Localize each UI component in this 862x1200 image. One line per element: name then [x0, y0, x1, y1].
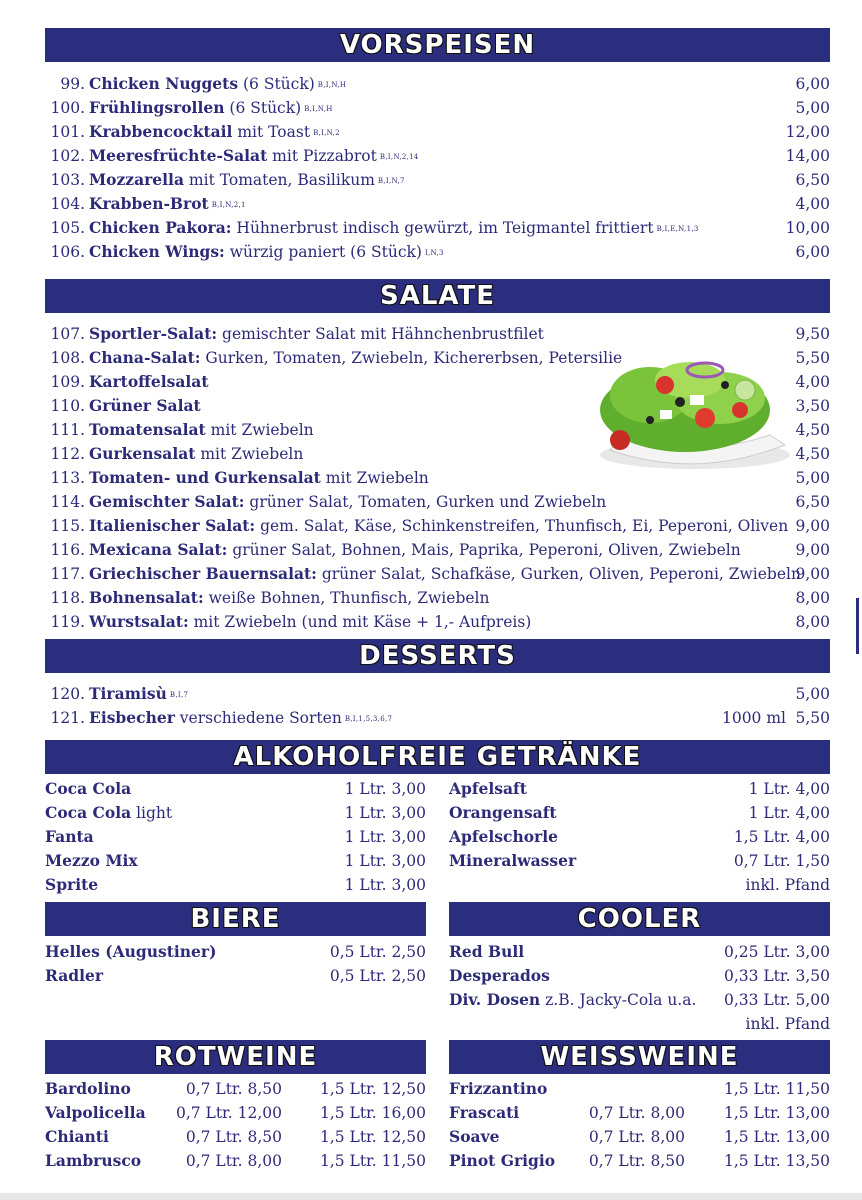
- section-header-vorspeisen: [45, 28, 830, 62]
- drink-size-price: 0,5 Ltr. 2,50: [329, 967, 426, 985]
- drink-size-price: 0,33 Ltr. 3,50: [723, 967, 830, 985]
- item-allergens: B,I,1,5,3,6,7: [344, 715, 393, 723]
- drink-size-price: 1 Ltr. 4,00: [748, 780, 830, 798]
- drink-size-price: 1 Ltr. 4,00: [748, 804, 830, 822]
- item-description: (6 Stück): [238, 75, 315, 93]
- wine-large-bottle: 1,5 Ltr. 12,50: [319, 1128, 426, 1146]
- wine-item: [449, 1077, 830, 1101]
- drink-name: Helles (Augustiner): [45, 942, 217, 961]
- item-number: 103.: [50, 171, 85, 189]
- item-price: 4,00: [795, 373, 830, 391]
- item-number: 110.: [50, 397, 85, 415]
- item-number: 105.: [50, 219, 85, 237]
- section-title: VORSPEISEN: [339, 30, 536, 60]
- item-name: Mexicana Salat:: [89, 540, 228, 559]
- item-allergens: B,I,7: [169, 691, 189, 699]
- section-title: COOLER: [577, 904, 702, 934]
- item-number: 104.: [50, 195, 85, 213]
- drink-item: [45, 964, 426, 988]
- item-description: verschiedene Sorten: [174, 709, 342, 727]
- item-allergens: B,I,N,7: [377, 177, 405, 185]
- drink-item: [45, 777, 426, 801]
- wine-large-bottle: 1,5 Ltr. 16,00: [319, 1104, 426, 1122]
- wine-small-bottle: 0,7 Ltr. 8,00: [588, 1128, 685, 1146]
- item-name: Italienischer Salat:: [89, 516, 256, 535]
- item-name: Griechischer Bauernsalat:: [89, 564, 317, 583]
- item-price: 6,50: [795, 171, 830, 189]
- menu-item: [45, 610, 830, 634]
- item-number: 108.: [50, 349, 85, 367]
- menu-item: [45, 96, 830, 120]
- item-name: Chicken Pakora:: [89, 218, 232, 237]
- wine-large-bottle: 1,5 Ltr. 12,50: [319, 1080, 426, 1098]
- drink-extra: light: [131, 804, 173, 822]
- item-number: 115.: [50, 517, 85, 535]
- item-number: 113.: [50, 469, 85, 487]
- wine-item: [45, 1149, 426, 1173]
- wine-large-bottle: 1,5 Ltr. 11,50: [723, 1080, 830, 1098]
- item-allergens: B,I,N,2,14: [379, 153, 419, 161]
- item-number: 109.: [50, 373, 85, 391]
- item-price: 8,00: [795, 589, 830, 607]
- drink-size-price: 0,7 Ltr. 1,50: [733, 852, 830, 870]
- item-price: 6,00: [795, 75, 830, 93]
- wine-item: [449, 1149, 830, 1173]
- item-description: grüner Salat, Tomaten, Gurken und Zwiebeln: [244, 493, 607, 511]
- item-description: Gurken, Tomaten, Zwiebeln, Kichererbsen, Petersilie: [200, 349, 623, 367]
- wine-large-bottle: 1,5 Ltr. 13,00: [723, 1128, 830, 1146]
- item-price: 6,50: [795, 493, 830, 511]
- section-title: SALATE: [379, 281, 495, 311]
- item-number: 121.: [50, 709, 85, 727]
- section-title: BIERE: [190, 904, 281, 934]
- drink-item: [449, 940, 830, 964]
- drink-name: Coca Cola: [45, 803, 132, 822]
- drink-size-price: 1 Ltr. 3,00: [344, 852, 426, 870]
- section-title: ROTWEINE: [153, 1042, 318, 1072]
- wine-name: Frascati: [449, 1103, 520, 1122]
- item-description: weiße Bohnen, Thunfisch, Zwiebeln: [203, 589, 490, 607]
- item-name: Wurstsalat:: [89, 612, 189, 631]
- drink-item: [45, 873, 426, 897]
- wine-small-bottle: 0,7 Ltr. 12,00: [175, 1104, 282, 1122]
- drink-item: [45, 849, 426, 873]
- item-name: Bohnensalat:: [89, 588, 204, 607]
- item-description: grüner Salat, Schafkäse, Gurken, Oliven, Peperoni, Zwiebeln: [316, 565, 801, 583]
- item-description: Hühnerbrust indisch gewürzt, im Teigmantel frittiert: [231, 219, 654, 237]
- wine-name: Lambrusco: [45, 1151, 142, 1170]
- drink-name: Orangensaft: [449, 803, 557, 822]
- section-title: ALKOHOLFREIE GETRÄNKE: [233, 742, 642, 772]
- item-name: Grüner Salat: [89, 396, 201, 415]
- item-number: 120.: [50, 685, 85, 703]
- wine-name: Soave: [449, 1127, 500, 1146]
- drink-size-price: 1 Ltr. 3,00: [344, 828, 426, 846]
- drink-name: Fanta: [45, 827, 94, 846]
- menu-item: [45, 562, 830, 586]
- drink-item: [449, 777, 830, 801]
- drink-item: [449, 988, 830, 1012]
- item-price: 12,00: [785, 123, 830, 141]
- drink-name: Sprite: [45, 875, 99, 894]
- item-size: 1000 ml: [721, 709, 786, 727]
- item-number: 112.: [50, 445, 85, 463]
- item-allergens: I,N,3: [424, 249, 444, 257]
- section-header-biere: [45, 902, 426, 936]
- item-description: gemischter Salat mit Hähnchenbrustfilet: [217, 325, 544, 343]
- scrollbar-marker: [856, 598, 859, 654]
- wine-name: Valpolicella: [45, 1103, 146, 1122]
- wine-small-bottle: 0,7 Ltr. 8,00: [185, 1152, 282, 1170]
- drink-item: [449, 849, 830, 873]
- section-header-alkoholfrei: [45, 740, 830, 774]
- wine-name: Frizzantino: [449, 1079, 548, 1098]
- drink-item: [45, 940, 426, 964]
- menu-item: [45, 490, 830, 514]
- item-description: mit Zwiebeln: [195, 445, 304, 463]
- item-description: grüner Salat, Bohnen, Mais, Paprika, Peperoni, Oliven, Zwiebeln: [227, 541, 741, 559]
- item-allergens: B,I,N,2: [313, 129, 340, 137]
- item-description: mit Pizzabrot: [267, 147, 377, 165]
- item-name: Kartoffelsalat: [89, 372, 209, 391]
- menu-item: [45, 144, 830, 168]
- drink-name: Apfelschorle: [449, 827, 558, 846]
- drink-item: [45, 825, 426, 849]
- item-number: 117.: [50, 565, 85, 583]
- drink-name: Div. Dosen: [449, 990, 541, 1009]
- wine-large-bottle: 1,5 Ltr. 11,50: [319, 1152, 426, 1170]
- item-description: gem. Salat, Käse, Schinkenstreifen, Thunfisch, Ei, Peperoni, Oliven: [255, 517, 789, 535]
- salad-bowl-icon: [590, 340, 790, 490]
- menu-item: [45, 240, 830, 264]
- item-description: mit Zwiebeln (und mit Käse + 1,- Aufpreis): [188, 613, 532, 631]
- item-name: Krabben-Brot: [89, 194, 209, 213]
- item-name: Tiramisù: [89, 684, 167, 703]
- item-description: würzig paniert (6 Stück): [224, 243, 422, 261]
- drink-item: [449, 964, 830, 988]
- drink-name: Mezzo Mix: [45, 851, 138, 870]
- drink-size-price: 0,25 Ltr. 3,00: [723, 943, 830, 961]
- section-title: WEISSWEINE: [540, 1042, 739, 1072]
- item-allergens: B,I,N,H: [317, 81, 347, 89]
- section-header-salate: [45, 279, 830, 313]
- drink-name: Red Bull: [449, 942, 525, 961]
- drink-size-price: 1 Ltr. 3,00: [344, 780, 426, 798]
- menu-item: [45, 72, 830, 96]
- item-name: Chicken Wings:: [89, 242, 225, 261]
- item-price: 6,00: [795, 243, 830, 261]
- item-price: 5,50: [795, 349, 830, 367]
- drink-name: Radler: [45, 966, 104, 985]
- menu-item: [45, 682, 830, 706]
- wine-item: [45, 1077, 426, 1101]
- section-header-desserts: [45, 639, 830, 673]
- item-name: Gemischter Salat:: [89, 492, 245, 511]
- menu-item: [45, 514, 830, 538]
- wine-small-bottle: 0,7 Ltr. 8,50: [185, 1080, 282, 1098]
- drink-name: Mineralwasser: [449, 851, 577, 870]
- item-price: 14,00: [785, 147, 830, 165]
- item-price: 4,50: [795, 421, 830, 439]
- wine-name: Pinot Grigio: [449, 1151, 556, 1170]
- section-title: DESSERTS: [359, 641, 516, 671]
- section-header-rotweine: [45, 1040, 426, 1074]
- item-name: Tomaten- und Gurkensalat: [89, 468, 321, 487]
- item-price: 5,00: [795, 685, 830, 703]
- menu-item: [45, 192, 830, 216]
- drink-item: [449, 825, 830, 849]
- item-name: Krabbencocktail: [89, 122, 233, 141]
- wine-large-bottle: 1,5 Ltr. 13,50: [723, 1152, 830, 1170]
- item-number: 116.: [50, 541, 85, 559]
- drink-size-price: 0,33 Ltr. 5,00: [723, 991, 830, 1009]
- menu-item: [45, 586, 830, 610]
- item-number: 101.: [50, 123, 85, 141]
- wine-small-bottle: 0,7 Ltr. 8,50: [588, 1152, 685, 1170]
- item-allergens: B,I,E,N,1,3: [656, 225, 699, 233]
- drink-size-price: 0,5 Ltr. 2,50: [329, 943, 426, 961]
- item-number: 100.: [50, 99, 85, 117]
- drink-size-price: 1 Ltr. 3,00: [344, 876, 426, 894]
- item-description: mit Zwiebeln: [320, 469, 429, 487]
- item-number: 102.: [50, 147, 85, 165]
- item-number: 111.: [50, 421, 85, 439]
- drink-item: [449, 801, 830, 825]
- item-price: 9,00: [795, 541, 830, 559]
- item-price: 4,50: [795, 445, 830, 463]
- item-price: 8,00: [795, 613, 830, 631]
- item-allergens: B,I,N,H: [304, 105, 333, 113]
- item-price: 5,50: [795, 709, 830, 727]
- wine-name: Bardolino: [45, 1079, 131, 1098]
- item-price: 9,50: [795, 325, 830, 343]
- wine-item: [449, 1101, 830, 1125]
- item-allergens: B,I,N,2,1: [211, 201, 246, 209]
- item-number: 114.: [50, 493, 85, 511]
- menu-item: [45, 706, 830, 730]
- item-description: mit Zwiebeln: [205, 421, 314, 439]
- bottom-strip: [0, 1193, 862, 1200]
- drink-size-price: 1 Ltr. 3,00: [344, 804, 426, 822]
- item-number: 106.: [50, 243, 85, 261]
- drink-item: [45, 801, 426, 825]
- menu-item: [45, 168, 830, 192]
- item-name: Tomatensalat: [89, 420, 206, 439]
- item-price: 4,00: [795, 195, 830, 213]
- item-price: 10,00: [785, 219, 830, 237]
- drink-extra: z.B. Jacky-Cola u.a.: [540, 991, 697, 1009]
- item-description: mit Tomaten, Basilikum: [184, 171, 375, 189]
- item-name: Frühlingsrollen: [89, 98, 225, 117]
- item-number: 119.: [50, 613, 85, 631]
- item-number: 99.: [60, 75, 85, 93]
- pfand-note: inkl. Pfand: [745, 1015, 830, 1033]
- section-header-weissweine: [449, 1040, 830, 1074]
- wine-item: [449, 1125, 830, 1149]
- item-number: 107.: [50, 325, 85, 343]
- pfand-note: inkl. Pfand: [745, 876, 830, 894]
- menu-item: [45, 120, 830, 144]
- item-name: Eisbecher: [89, 708, 175, 727]
- item-price: 9,00: [795, 517, 830, 535]
- item-name: Chicken Nuggets: [89, 74, 239, 93]
- item-name: Chana-Salat:: [89, 348, 201, 367]
- item-price: 9,00: [795, 565, 830, 583]
- drink-size-price: 1,5 Ltr. 4,00: [733, 828, 830, 846]
- item-name: Gurkensalat: [89, 444, 196, 463]
- menu-item: [45, 216, 830, 240]
- wine-item: [45, 1125, 426, 1149]
- item-description: mit Toast: [232, 123, 311, 141]
- item-number: 118.: [50, 589, 85, 607]
- item-name: Sportler-Salat:: [89, 324, 218, 343]
- drink-name: Apfelsaft: [449, 779, 527, 798]
- drink-name: Desperados: [449, 966, 550, 985]
- section-header-cooler: [449, 902, 830, 936]
- menu-item: [45, 538, 830, 562]
- item-price: 5,00: [795, 99, 830, 117]
- item-name: Mozzarella: [89, 170, 184, 189]
- wine-large-bottle: 1,5 Ltr. 13,00: [723, 1104, 830, 1122]
- wine-small-bottle: 0,7 Ltr. 8,50: [185, 1128, 282, 1146]
- item-price: 5,00: [795, 469, 830, 487]
- wine-small-bottle: 0,7 Ltr. 8,00: [588, 1104, 685, 1122]
- item-name: Meeresfrüchte-Salat: [89, 146, 268, 165]
- item-price: 3,50: [795, 397, 830, 415]
- wine-name: Chianti: [45, 1127, 109, 1146]
- drink-name: Coca Cola: [45, 779, 132, 798]
- item-description: (6 Stück): [224, 99, 302, 117]
- wine-item: [45, 1101, 426, 1125]
